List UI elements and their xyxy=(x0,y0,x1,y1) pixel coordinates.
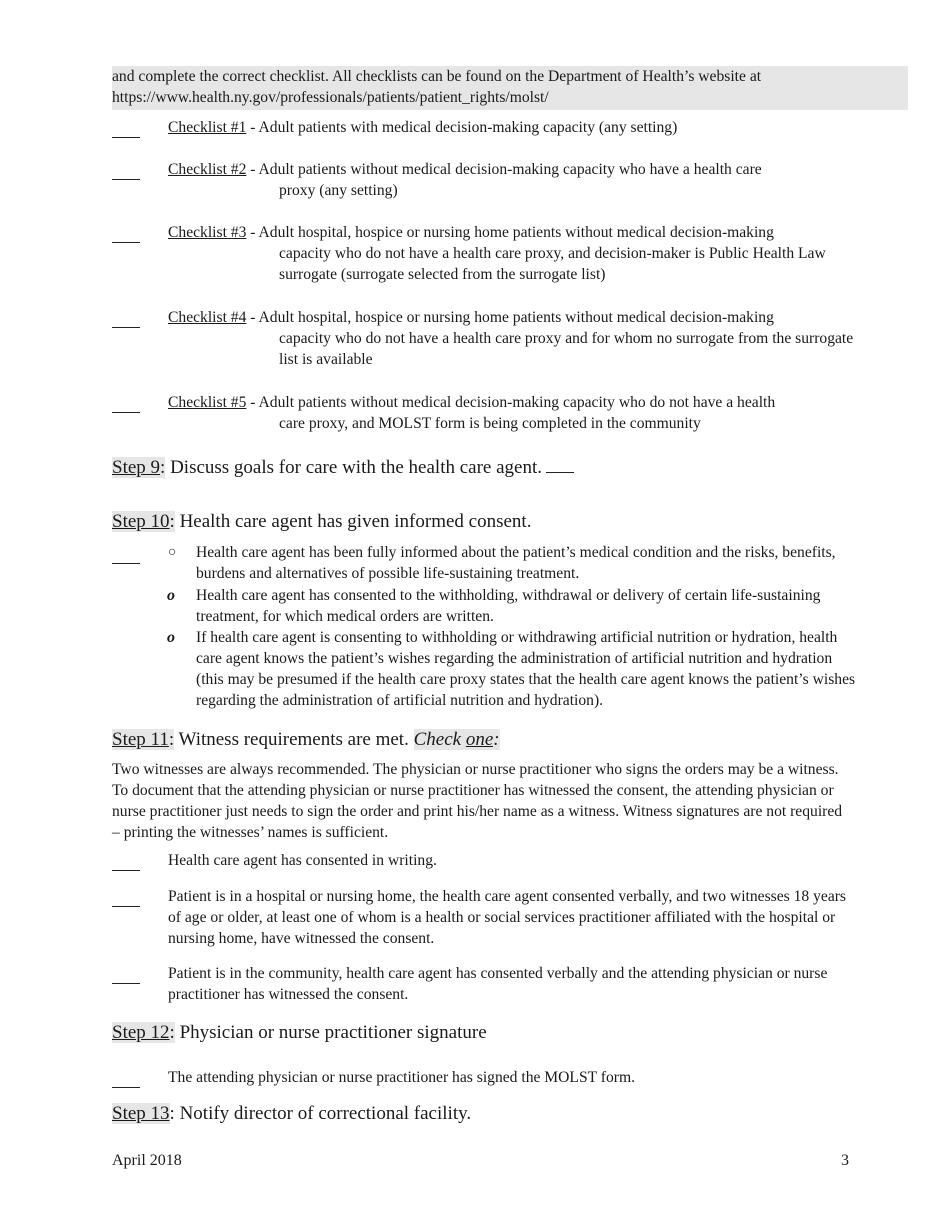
step-11-colon: : xyxy=(168,729,175,750)
step-11-title: Witness requirements are met. xyxy=(174,729,414,750)
checklist-3-text-cont: capacity who do not have a health care proxy, and decision-maker is Public Health Law surrogate (surrogate selected from the surrogate list) xyxy=(279,245,826,283)
checklist-4 xyxy=(168,307,858,370)
bullet-circle-icon: ○ xyxy=(168,545,177,560)
step-9-colon: : xyxy=(160,457,166,478)
step-11-option-3: Patient is in the community, health care agent has consented verbally and the attending physician or nurse practitioner has witnessed the consent. xyxy=(168,965,828,1003)
checklist-2-text-cont: proxy (any setting) xyxy=(279,182,398,199)
step-10-label: Step 10 xyxy=(112,511,170,532)
step-11-check: Check xyxy=(413,729,466,750)
step-10-colon: : xyxy=(169,511,175,532)
checklist-2 xyxy=(168,159,858,201)
bullet-o-icon: o xyxy=(167,629,175,646)
checklist-1-link[interactable]: Checklist #1 xyxy=(168,119,247,136)
step-9-blank[interactable] xyxy=(546,472,574,473)
step-13-label: Step 13 xyxy=(112,1103,170,1124)
checklist-1 xyxy=(168,117,858,138)
step-10-bullet-1: Health care agent has been fully informed about the patient’s medical condition and the risks, benefits, burdens and alternatives of possible life-sustaining treatment. xyxy=(196,544,836,582)
checklist-1-blank[interactable] xyxy=(112,137,140,138)
checklist-4-text: - Adult hospital, hospice or nursing home patients without medical decision-making xyxy=(246,309,774,326)
step-9-title: Discuss goals for care with the health care agent. xyxy=(165,457,543,478)
step-10-bullet-2: Health care agent has consented to the withholding, withdrawal or delivery of certain life-sustaining treatment, for which medical orders are written. xyxy=(196,587,821,625)
bullet-o-icon: o xyxy=(167,587,175,604)
step-11-one: one xyxy=(465,729,494,750)
intro-line-1: and complete the correct checklist. All checklists can be found on the Department of Health’s website at xyxy=(112,68,762,85)
step-13-heading xyxy=(112,1102,471,1126)
checklist-4-text-cont: capacity who do not have a health care proxy and for whom no surrogate from the surrogate list is available xyxy=(279,330,854,368)
intro-text xyxy=(112,66,902,108)
step-11-option-1-blank[interactable] xyxy=(112,870,140,871)
checklist-5-link[interactable]: Checklist #5 xyxy=(168,394,247,411)
checklist-5-text-cont: care proxy, and MOLST form is being completed in the community xyxy=(279,415,701,432)
step-11-option-2: Patient is in a hospital or nursing home, the health care agent consented verbally, and two witnesses 18 years of age or older, at least one of whom is a health or social services practitioner affiliated with the hospital or nursing home, have witnessed the consent. xyxy=(168,888,847,947)
page-number: 3 xyxy=(841,1152,849,1169)
step-13-title: Notify director of correctional facility. xyxy=(174,1103,472,1124)
step-9-heading xyxy=(112,456,574,480)
step-11-check-colon: : xyxy=(493,729,500,750)
checklist-1-text: - Adult patients with medical decision-making capacity (any setting) xyxy=(246,119,678,136)
step-12-label: Step 12 xyxy=(112,1022,170,1043)
step-10-heading xyxy=(112,510,531,534)
step-10-bullet-3: If health care agent is consenting to withholding or withdrawing artificial nutrition or hydration, health care agent knows the patient’s wishes regarding the administration of artificial nutrition and hydration (this may be presumed if the health care proxy states that the health care agent knows the patient’s wishes regarding the administration of artificial nutrition and hydration). xyxy=(196,629,856,709)
checklist-2-link[interactable]: Checklist #2 xyxy=(168,161,247,178)
checklist-2-text: - Adult patients without medical decision-making capacity who have a health care xyxy=(246,161,762,178)
checklist-5-text: - Adult patients without medical decision-making capacity who do not have a health xyxy=(246,394,776,411)
checklist-3 xyxy=(168,222,858,285)
step-11-paragraph: Two witnesses are always recommended. The physician or nurse practitioner who signs the orders may be a witness. To document that the attending physician or nurse practitioner has witnessed the consent, the attending physician or nurse practitioner just needs to sign the order and print his/her name as a witness. Witness signatures are not required – printing the witnesses’ names is sufficient. xyxy=(112,761,843,841)
step-11-option-2-blank[interactable] xyxy=(112,906,140,907)
checklist-5 xyxy=(168,392,858,434)
step-13-colon: : xyxy=(169,1103,175,1124)
checklist-4-link[interactable]: Checklist #4 xyxy=(168,309,247,326)
intro-url[interactable]: https://www.health.ny.gov/professionals/patients/patient_rights/molst/ xyxy=(112,89,549,106)
step-12-option-1-blank[interactable] xyxy=(112,1087,140,1088)
checklist-2-blank[interactable] xyxy=(112,179,140,180)
checklist-3-blank[interactable] xyxy=(112,242,140,243)
step-9-label: Step 9 xyxy=(112,457,161,478)
step-11-heading xyxy=(112,728,500,752)
checklist-3-link[interactable]: Checklist #3 xyxy=(168,224,247,241)
checklist-3-text: - Adult hospital, hospice or nursing home patients without medical decision-making xyxy=(246,224,774,241)
step-12-option-1: The attending physician or nurse practitioner has signed the MOLST form. xyxy=(168,1069,635,1086)
footer-date: April 2018 xyxy=(112,1152,182,1169)
step-12-colon: : xyxy=(169,1022,175,1043)
checklist-5-blank[interactable] xyxy=(112,412,140,413)
checklist-4-blank[interactable] xyxy=(112,327,140,328)
step-11-option-3-blank[interactable] xyxy=(112,983,140,984)
step-10-title: Health care agent has given informed consent. xyxy=(174,511,532,532)
step-11-option-1: Health care agent has consented in writing. xyxy=(168,852,437,869)
step-11-label: Step 11 xyxy=(112,729,169,750)
step-12-title: Physician or nurse practitioner signature xyxy=(174,1022,487,1043)
step-10-blank[interactable] xyxy=(112,563,140,564)
step-12-heading xyxy=(112,1021,487,1045)
